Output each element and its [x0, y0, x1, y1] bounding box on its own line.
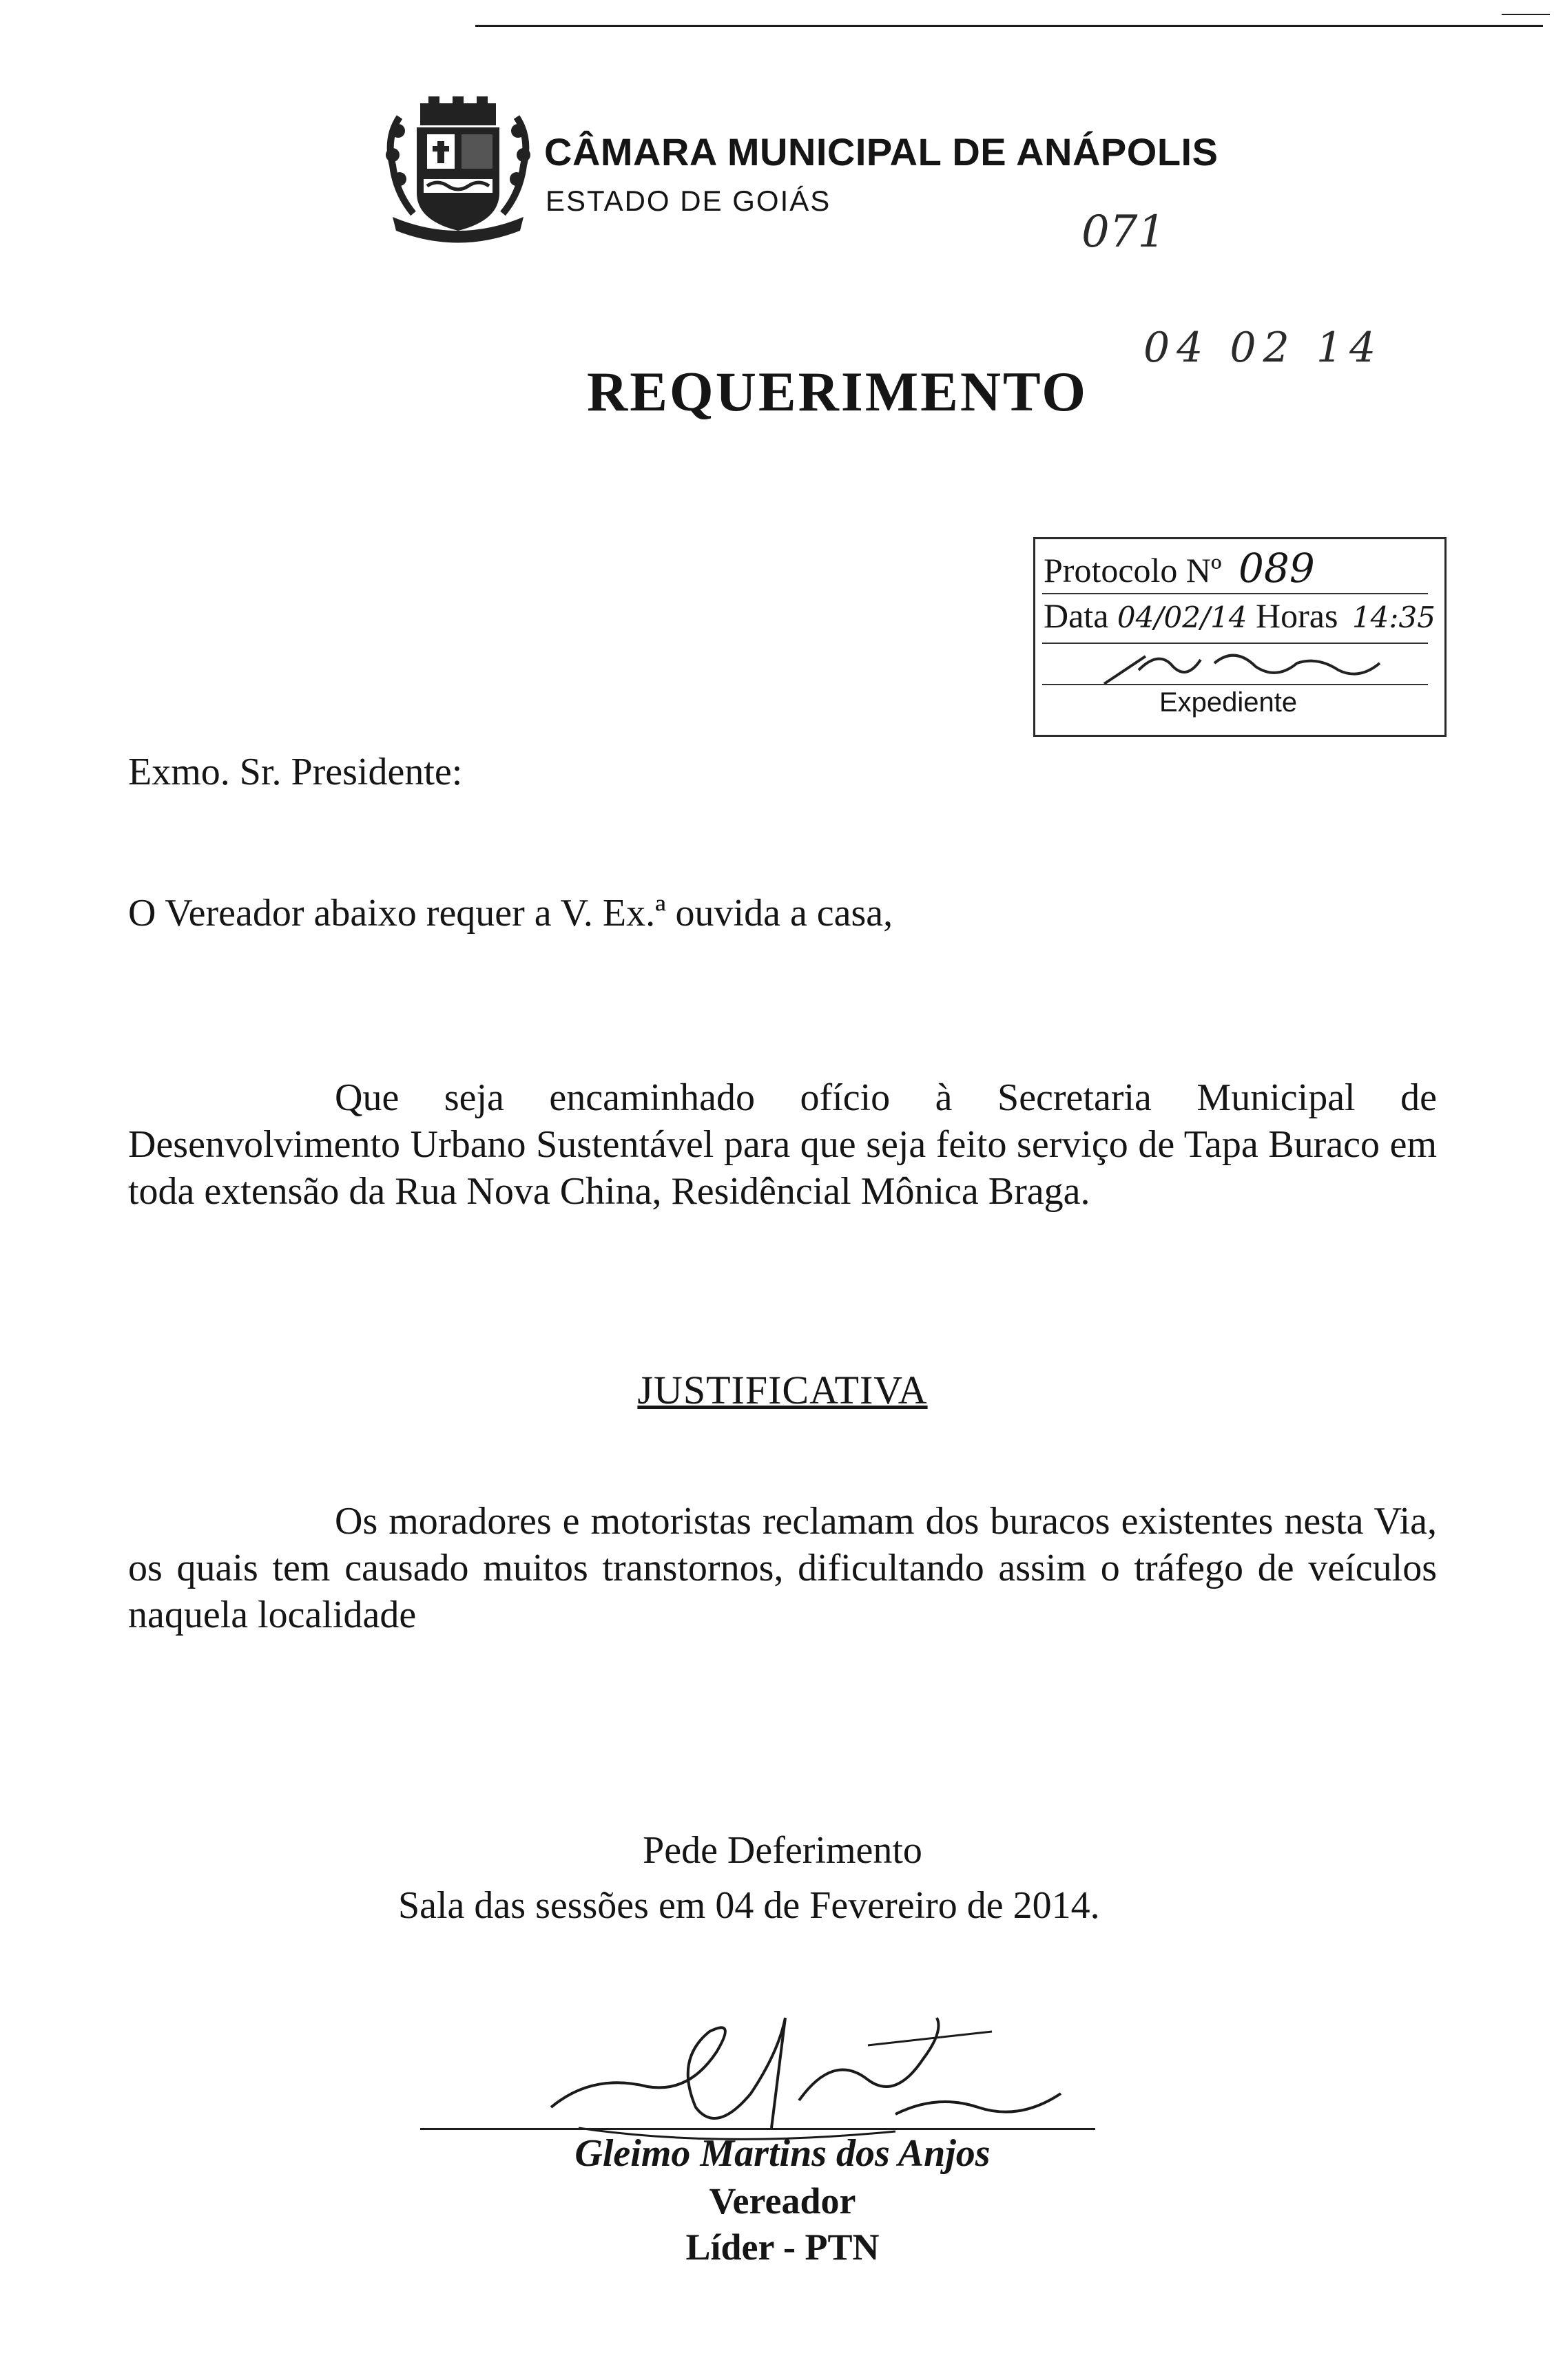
- top-rule: [475, 25, 1543, 27]
- handwritten-note-date: 04 02 14: [1143, 324, 1383, 372]
- justification-text: Os moradores e motoristas reclamam dos buracos existentes nesta Via, os quais tem causado muitos transtornos, dificultando assim o tráfego de veículos naquela localidade: [128, 1500, 1437, 1636]
- request-text: Que seja encaminhado ofício à Secretaria Municipal de Desenvolvimento Urbano Sustentável para que seja feito serviço de Tapa Buraco em toda extensão da Rua Nova China, Residêncial Mônica Braga.: [128, 1076, 1437, 1213]
- closing-place-date: Sala das sessões em 04 de Fevereiro de 2014.: [398, 1884, 1100, 1927]
- top-rule-short: [1502, 14, 1550, 15]
- request-paragraph: [128, 1074, 1437, 1215]
- date-value: 04/02/14: [1117, 601, 1247, 634]
- time-label: Horas: [1256, 596, 1338, 635]
- stamp-department: Expediente: [1159, 687, 1298, 718]
- signer-name: Gleimo Martins dos Anjos: [574, 2132, 991, 2175]
- stamp-rule: [1042, 593, 1428, 594]
- salutation: Exmo. Sr. Presidente:: [128, 751, 463, 793]
- protocol-stamp: [1033, 537, 1447, 737]
- date-label: Data: [1044, 596, 1109, 635]
- protocol-number: 089: [1238, 545, 1315, 592]
- time-value: 14:35: [1351, 601, 1436, 634]
- justification-heading: JUSTIFICATIVA: [637, 1368, 928, 1412]
- intro-text: O Vereador abaixo requer a V. Ex.ª ouvida a casa,: [128, 892, 893, 935]
- document-title: REQUERIMENTO: [587, 360, 1088, 423]
- signer-party: Líder - PTN: [685, 2226, 880, 2268]
- handwritten-signature: [510, 1990, 1116, 2155]
- signer-role: Vereador: [709, 2180, 856, 2222]
- closing-request: Pede Deferimento: [643, 1829, 922, 1872]
- protocol-row: [1044, 545, 1315, 592]
- signature-rule: [420, 2128, 1095, 2130]
- handwritten-note-top: 071: [1081, 207, 1166, 258]
- protocol-label: Protocolo Nº: [1044, 551, 1222, 589]
- state-name: ESTADO DE GOIÁS: [546, 185, 831, 217]
- institution-name: CÂMARA MUNICIPAL DE ANÁPOLIS: [544, 130, 1219, 174]
- justification-paragraph: [128, 1498, 1437, 1638]
- date-time-row: [1044, 596, 1436, 636]
- stamp-rule: [1042, 684, 1428, 685]
- coat-of-arms-icon: [372, 96, 544, 248]
